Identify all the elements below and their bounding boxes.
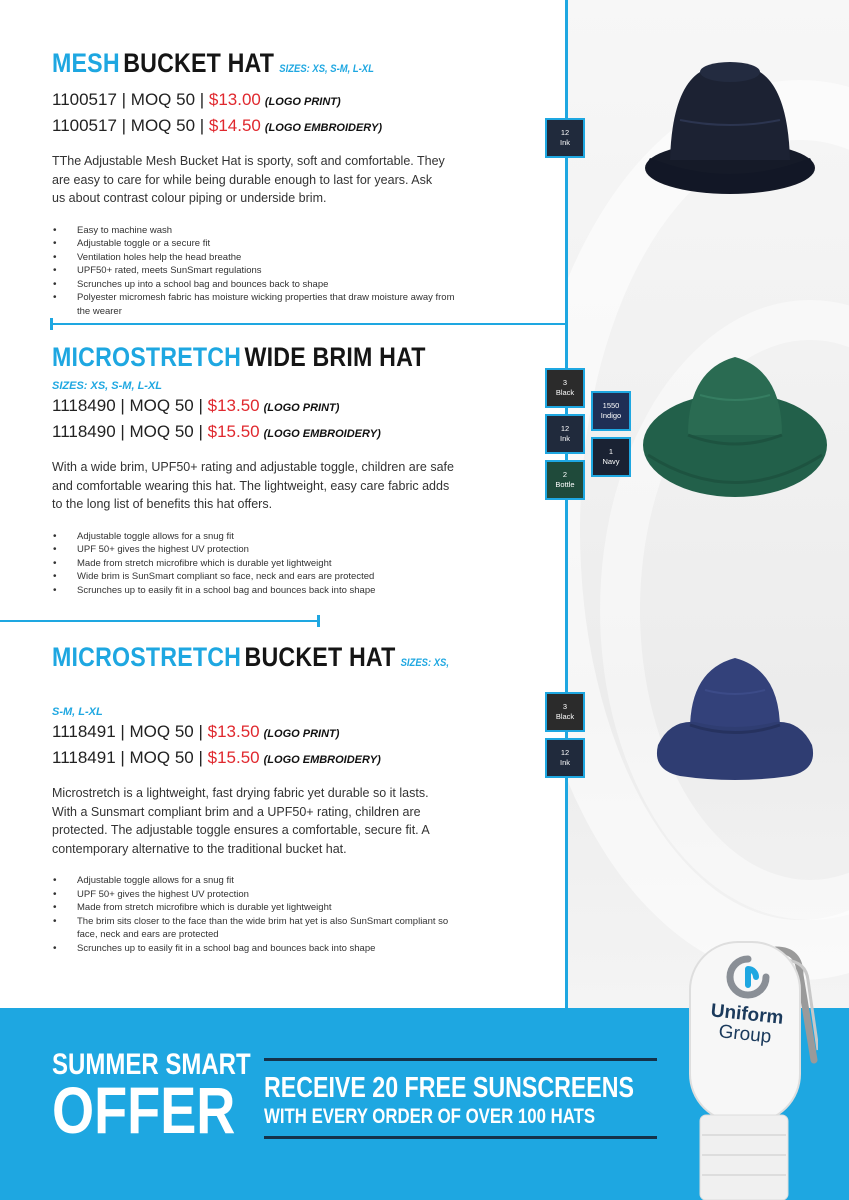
price: $13.00: [208, 90, 261, 109]
price-note: (LOGO EMBROIDERY): [264, 122, 383, 134]
product-description: Microstretch is a lightweight, fast drying fabric yet durable so it lasts. With a Sunsmart compliant brim and a UPF50+ rating, children are protected. The adjustable toggle ensures a comfortable, secure fit. A contemporary alternative to the traditional bucket hat.: [52, 786, 430, 856]
price: $15.50: [207, 748, 260, 767]
title-part-a: MICROSTRETCH: [52, 342, 242, 372]
price: $13.50: [207, 722, 260, 741]
feature-item: • Scrunches up to easily fit in a school bag and bounces back into shape: [52, 942, 457, 956]
sizes-label-continued: S-M, L-XL: [52, 706, 103, 718]
section-divider: [0, 620, 320, 622]
feature-item: • Scrunches up to easily fit in a school bag and bounces back into shape: [52, 584, 457, 598]
product-code: 1118490 | MOQ 50 |: [52, 422, 208, 441]
feature-list: [52, 874, 457, 955]
swatch-name: Indigo: [600, 411, 622, 420]
feature-item: • Made from stretch microfibre which is durable yet lightweight: [52, 901, 457, 915]
title-part-b: WIDE BRIM HAT: [244, 342, 426, 372]
feature-item: • UPF50+ rated, meets SunSmart regulations: [52, 264, 457, 278]
promo-rule: [264, 1058, 657, 1061]
feature-item: • Polyester micromesh fabric has moisture wicking properties that draw moisture away from the wearer: [52, 291, 457, 318]
promo-line2: OFFER: [52, 1073, 236, 1147]
product-title: [52, 48, 486, 84]
title-part-b: BUCKET HAT: [123, 48, 275, 78]
colour-swatch[interactable]: [591, 391, 631, 431]
price-line: [52, 746, 557, 772]
swatch-number: 12: [560, 748, 570, 757]
colour-swatch[interactable]: [545, 460, 585, 500]
colour-swatch[interactable]: [545, 738, 585, 778]
colour-swatch[interactable]: [545, 692, 585, 732]
divider-tick: [50, 318, 53, 330]
promo-rule: [264, 1136, 657, 1139]
feature-item: • UPF 50+ gives the highest UV protection: [52, 543, 457, 557]
price-line: [52, 394, 557, 420]
feature-item: • Scrunches up into a school bag and bounces back to shape: [52, 278, 457, 292]
product-description: With a wide brim, UPF50+ rating and adjustable toggle, children are safe and comfortable wearing this hat. The lightweight, easy care fabric adds to the long list of benefits this hat offers.: [52, 460, 454, 511]
swatch-number: 12: [560, 128, 570, 137]
wide-brim-hat-image: [640, 345, 830, 515]
title-part-a: MESH: [52, 48, 120, 78]
product-microstretch-bucket-hat: [52, 642, 557, 955]
brand-name-line1: Uniform: [709, 1000, 785, 1029]
feature-item: • Ventilation holes help the head breathe: [52, 251, 457, 265]
price-line: [52, 420, 557, 446]
price-line: [52, 114, 557, 140]
swatch-number: 3: [562, 702, 568, 711]
promo-offer-line2: WITH EVERY ORDER OF OVER 100 HATS: [264, 1105, 596, 1128]
divider-tick: [317, 615, 320, 627]
sizes-label: SIZES: XS, S-M, L-XL: [52, 380, 163, 392]
price-note: (LOGO PRINT): [263, 728, 340, 740]
price: $14.50: [208, 116, 261, 135]
price-note: (LOGO PRINT): [263, 402, 340, 414]
swatch-number: 1550: [602, 401, 620, 410]
swatch-name: Black: [555, 712, 575, 721]
product-title: [52, 342, 486, 372]
feature-list: [52, 530, 457, 598]
swatch-number: 12: [560, 424, 570, 433]
sizes-label: SIZES: XS, S-M, L-XL: [279, 63, 374, 75]
feature-item: • Wide brim is SunSmart compliant so face, neck and ears are protected: [52, 570, 457, 584]
product-code: 1118491 | MOQ 50 |: [52, 722, 208, 741]
colour-swatch[interactable]: [545, 118, 585, 158]
colour-swatch[interactable]: [591, 437, 631, 477]
price-line: [52, 88, 557, 114]
price-note: (LOGO EMBROIDERY): [263, 428, 381, 440]
product-title: [52, 642, 486, 678]
microstretch-bucket-hat-image: [650, 650, 820, 785]
sizes-label: SIZES: XS,: [400, 657, 449, 669]
product-code: 1100517 | MOQ 50 |: [52, 116, 209, 135]
price-note: (LOGO PRINT): [264, 96, 341, 108]
feature-item: • Easy to machine wash: [52, 224, 457, 238]
price-note: (LOGO EMBROIDERY): [263, 754, 381, 766]
swatch-number: 1: [608, 447, 614, 456]
promo-offer-line1: RECEIVE 20 FREE SUNSCREENS: [264, 1072, 635, 1104]
feature-item: • UPF 50+ gives the highest UV protection: [52, 888, 457, 902]
swatch-name: Bottle: [555, 480, 575, 489]
title-part-a: MICROSTRETCH: [52, 642, 242, 672]
product-code: 1118490 | MOQ 50 |: [52, 396, 208, 415]
mesh-bucket-hat-image: [630, 50, 830, 200]
product-code: 1118491 | MOQ 50 |: [52, 748, 208, 767]
colour-swatch[interactable]: [545, 368, 585, 408]
section-divider: [52, 323, 566, 325]
product-description: TThe Adjustable Mesh Bucket Hat is sporty, soft and comfortable. They are easy to care for while being durable enough to last for years. Ask us about contrast colour piping or underside brim.: [52, 154, 445, 205]
swatch-name: Black: [555, 388, 575, 397]
swatch-name: Ink: [559, 434, 570, 443]
promo-offer: [264, 1072, 657, 1130]
colour-swatch[interactable]: [545, 414, 585, 454]
brand-name-line2: Group: [717, 1021, 773, 1048]
feature-list: [52, 224, 457, 319]
price: $13.50: [207, 396, 260, 415]
swatch-name: Ink: [559, 758, 570, 767]
feature-item: • Made from stretch microfibre which is durable yet lightweight: [52, 557, 457, 571]
uniform-group-logo-icon: [726, 955, 770, 999]
product-code: 1100517 | MOQ 50 |: [52, 90, 209, 109]
swatch-number: 3: [562, 378, 568, 387]
price: $15.50: [207, 422, 260, 441]
swatch-number: 2: [562, 470, 568, 479]
swatch-name: Ink: [559, 138, 570, 147]
feature-item: • Adjustable toggle allows for a snug fit: [52, 530, 457, 544]
feature-item: • Adjustable toggle allows for a snug fit: [52, 874, 457, 888]
title-part-b: BUCKET HAT: [244, 642, 396, 672]
product-mesh-bucket-hat: [52, 48, 557, 318]
promo-line1: SUMMER SMART: [52, 1048, 251, 1081]
product-microstretch-wide-brim-hat: [52, 342, 557, 597]
price-line: [52, 720, 557, 746]
swatch-name: Navy: [602, 457, 620, 466]
feature-item: • The brim sits closer to the face than the wide brim hat yet is also SunSmart compliant so face, neck and ears are protected: [52, 915, 457, 942]
feature-item: • Adjustable toggle or a secure fit: [52, 237, 457, 251]
